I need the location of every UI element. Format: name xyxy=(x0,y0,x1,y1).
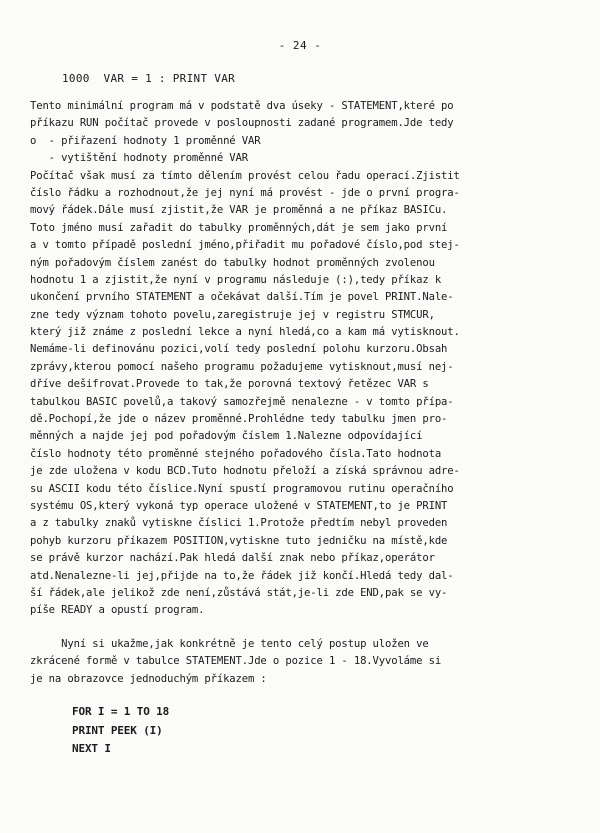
body-line: Nemáme-li definovánu pozici,volí tedy poslední polohu kurzoru.Obsah xyxy=(30,343,448,356)
body-line: příkazu RUN počítač provede v posloupnosti zadané programem.Jde tedy xyxy=(30,117,454,130)
body-line: číslo hodnoty této proměnné stejného pořadového čísla.Tato hodnota xyxy=(30,447,442,460)
body-line: píše READY a opustí program. xyxy=(30,604,205,617)
body-line: pohyb kurzoru příkazem POSITION,vytiskne tuto jedničku na místě,kde xyxy=(30,534,448,547)
body-line: Toto jméno musí zařadit do tabulky proměnných,dát je sem jako první xyxy=(30,221,448,234)
code-line: NEXT I xyxy=(72,742,111,755)
body-paragraph xyxy=(30,98,586,620)
body-line: Nyní si ukažme,jak konkrétně je tento celý postup uložen ve xyxy=(30,638,429,650)
body-line: su ASCII kodu této číslice.Nyní spustí programovou rutinu operačního xyxy=(30,482,454,495)
body-line: zkrácené formě v tabulce STATEMENT.Jde o pozice 1 - 18.Vyvoláme si xyxy=(30,655,442,668)
body-line: Tento minimální program má v podstatě dva úseky - STATEMENT,které po xyxy=(30,100,454,112)
second-paragraph xyxy=(30,636,586,688)
body-line: atd.Nenalezne-li jej,přijde na to,že řádek již končí.Hledá tedy dal- xyxy=(30,569,454,582)
body-line: mový řádek.Dále musí zjistit,že VAR je proměnná a ne příkaz BASICu. xyxy=(30,204,448,217)
body-line: číslo řádku a rozhodnout,že jej nyní má provést - jde o první progra- xyxy=(30,186,460,199)
page-number: - 24 - xyxy=(278,39,322,52)
code-line: FOR I = 1 TO 18 xyxy=(72,705,170,718)
body-line: dě.Pochopí,že jde o název proměnné.Prohlédne tedy tabulku jmen pro- xyxy=(30,413,448,426)
body-line: je zde uložena v kodu BCD.Tuto hodnotu přeloží a získá správnou adre- xyxy=(30,465,460,478)
body-line: systému OS,který vykoná typ operace uložené v STATEMENT,to je PRINT xyxy=(30,499,448,512)
body-line: ukončení prvního STATEMENT a očekávat další.Tím je povel PRINT.Nale- xyxy=(30,291,454,304)
body-line: a v tomto případě poslední jméno,přiřadit mu pořadové číslo,pod stej- xyxy=(30,239,460,252)
body-line: ným pořadovým číslem zanést do tabulky hodnot proměnných zvolenou xyxy=(30,256,435,269)
body-line: a z tabulky znaků vytiskne číslici 1.Protože předtím nebyl proveden xyxy=(30,517,448,530)
body-line: Počítač však musí za tímto dělením provést celou řadu operací.Zjistit xyxy=(30,169,460,182)
body-line: ší řádek,ale jelikož zde není,zůstává stát,je-li zde END,pak se vy- xyxy=(30,586,448,599)
body-line: o - přiřazení hodnoty 1 proměnné VAR xyxy=(30,134,261,147)
body-line: dříve dešifrovat.Provede to tak,že porovná textový řetězec VAR s xyxy=(30,378,429,391)
body-line: který již známe z poslední lekce a nyní hledá,co a kam má vytisknout. xyxy=(30,326,460,339)
code-listing xyxy=(72,703,169,759)
body-line: zne tedy význam tohoto povelu,zaregistruje jej v registru STMCUR, xyxy=(30,308,435,321)
body-line: hodnotu 1 a zjistit,že nyní v programu následuje (:),tedy příkaz k xyxy=(30,273,442,286)
body-line: - vytištění hodnoty proměnné VAR xyxy=(30,152,248,165)
program-line: 1000 VAR = 1 : PRINT VAR xyxy=(62,72,236,85)
body-line: tabulkou BASIC povelů,a takový samozřejmě nenalezne - v tomto přípa- xyxy=(30,395,454,408)
body-line: se právě kurzor nachází.Pak hledá další znak nebo příkaz,operátor xyxy=(30,552,435,565)
body-line: je na obrazovce jednoduchým příkazem : xyxy=(30,672,267,685)
code-line: PRINT PEEK (I) xyxy=(72,723,163,737)
body-line: zprávy,kterou pomocí našeho programu požadujeme vytisknout,musí nej- xyxy=(30,360,454,373)
body-line: měnných a najde jej pod pořadovým číslem 1.Nalezne odpovídající xyxy=(30,430,423,443)
